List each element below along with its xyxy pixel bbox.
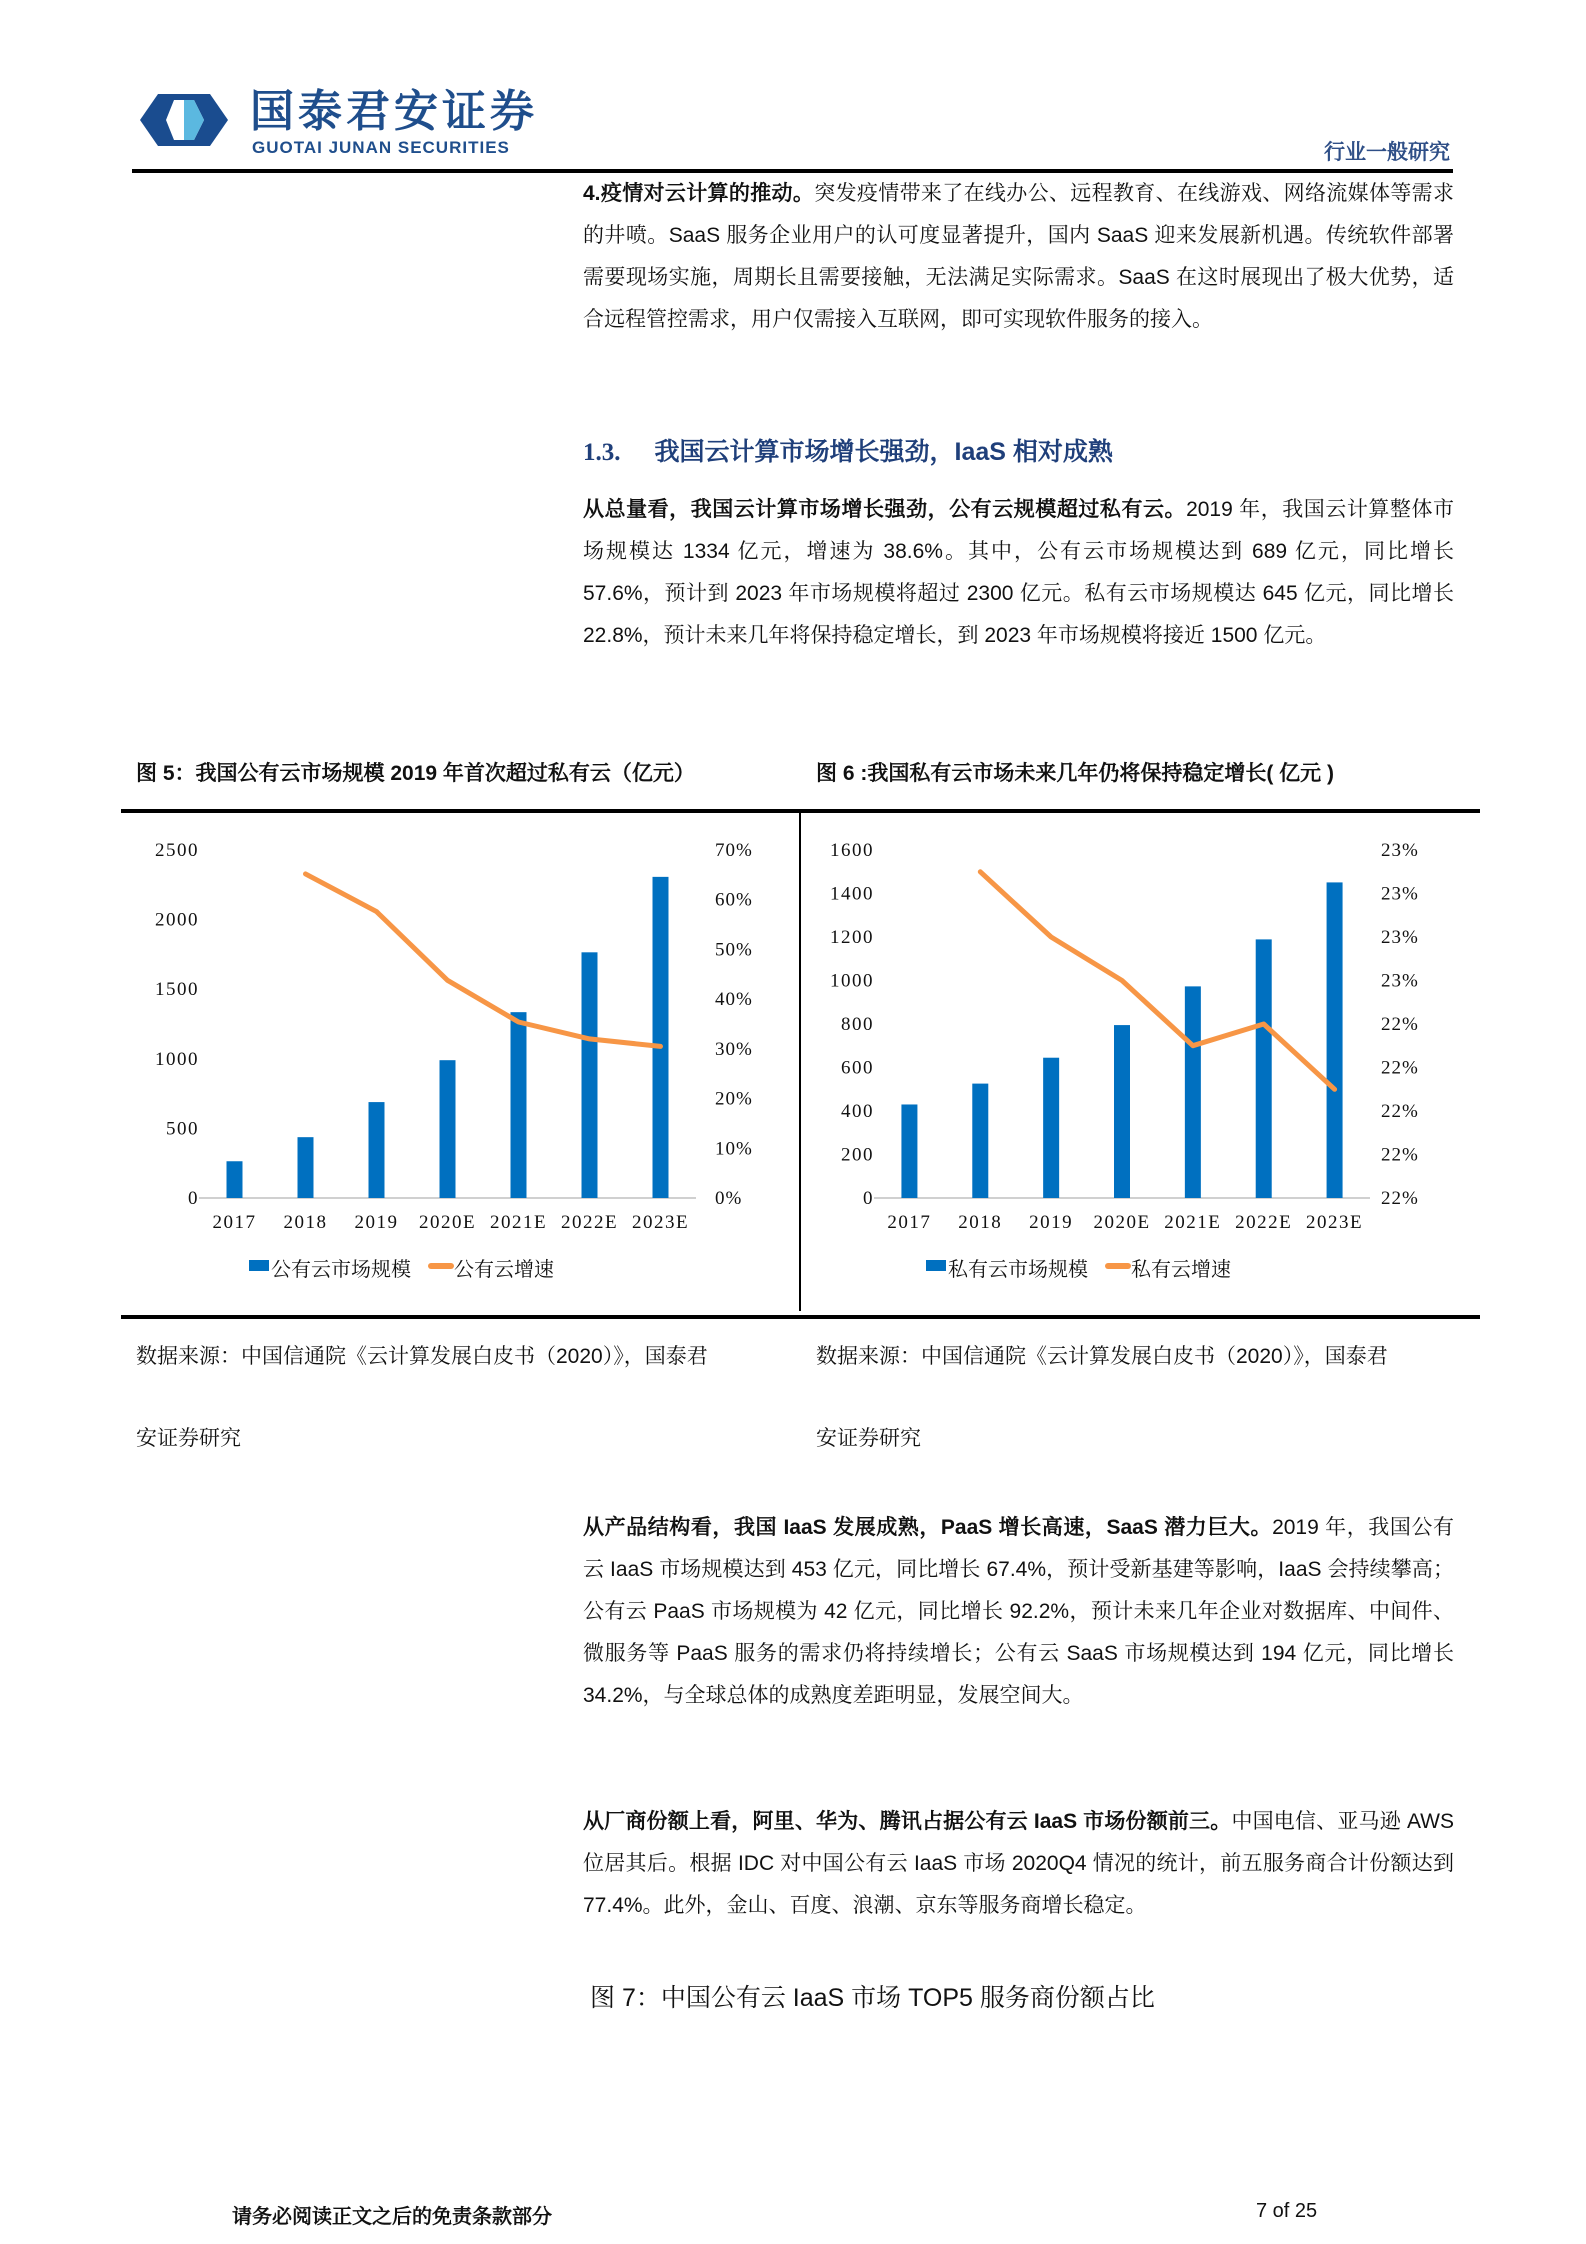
- brand-name-en: GUOTAI JUNAN SECURITIES: [252, 138, 510, 157]
- bar: [298, 1137, 314, 1198]
- y-axis-tick-label: 1000: [830, 970, 874, 992]
- secondary-axis-tick-label: 50%: [715, 939, 753, 961]
- figure-6-source: 数据来源：中国信通院《云计算发展白皮书（2020）》，国泰君: [816, 1345, 1388, 1368]
- x-axis-tick-label: 2021E: [1164, 1212, 1222, 1233]
- x-axis-tick-label: 2020E: [418, 1212, 477, 1233]
- x-axis-tick-label: 2020E: [1093, 1212, 1151, 1233]
- secondary-axis-tick-label: 70%: [715, 840, 753, 861]
- paragraph-total-market: [583, 489, 1454, 657]
- paragraph-product-structure: [583, 1507, 1454, 1717]
- paragraph-lead: 从总量看，我国云计算市场增长强劲，公有云规模超过私有云。: [583, 498, 1187, 521]
- x-axis-tick-label: 2018: [958, 1212, 1003, 1233]
- legend-bar-swatch: [926, 1260, 946, 1271]
- figure-6-title: 图 6 :我国私有云市场未来几年仍将保持稳定增长( 亿元 ): [816, 762, 1334, 785]
- x-axis-tick-label: 2017: [212, 1212, 257, 1233]
- paragraph-body: 2019 年，我国云计算整体市场规模达 1334 亿元，增速为 38.6%。其中，公有云市场规模达到 689 亿元，同比增长 57.6%，预计到 2023 年市场规模将超过 2300 亿元。私有云市场规模达 645 亿元，同比增长 22.8%，预计未来几年将保持稳定增长，到 2023 年市场规模将接近 1500 亿元。: [583, 498, 1454, 647]
- secondary-axis-tick-label: 22%: [1381, 1101, 1419, 1122]
- y-axis-tick-label: 200: [841, 1144, 874, 1166]
- secondary-axis-tick-label: 22%: [1381, 1014, 1419, 1035]
- bar: [1327, 882, 1343, 1198]
- y-axis-tick-label: 2000: [155, 909, 199, 931]
- y-axis-tick-label: 1200: [830, 927, 874, 948]
- paragraph-lead: 4.疫情对云计算的推动。: [583, 182, 815, 205]
- legend-label: 私有云增速: [1131, 1259, 1231, 1281]
- page-number: 7 of 25: [1256, 2200, 1318, 2222]
- y-axis-tick-label: 1000: [155, 1048, 199, 1070]
- legend-label: 私有云市场规模: [948, 1259, 1088, 1281]
- bar: [582, 952, 598, 1198]
- bar: [511, 1012, 527, 1198]
- paragraph-body: 中国电信、亚马逊 AWS 位居其后。根据 IDC 对中国公有云 IaaS 市场 2020Q4 情况的统计，前五服务商合计份额达到 77.4%。此外，金山、百度、浪潮、京东等服务商增长稳定。: [583, 1810, 1454, 1917]
- bar: [1114, 1025, 1130, 1198]
- secondary-axis-tick-label: 22%: [1381, 1057, 1419, 1079]
- bar: [1185, 986, 1201, 1198]
- bar: [653, 877, 669, 1198]
- y-axis-tick-label: 0: [188, 1188, 199, 1209]
- secondary-axis-tick-label: 0%: [715, 1188, 743, 1209]
- paragraph-lead: 从厂商份额上看，阿里、华为、腾讯占据公有云 IaaS 市场份额前三。: [583, 1810, 1232, 1833]
- y-axis-tick-label: 600: [841, 1057, 874, 1079]
- paragraph-lead: 从产品结构看，我国 IaaS 发展成熟，PaaS 增长高速，SaaS 潜力巨大。: [583, 1516, 1273, 1539]
- x-axis-tick-label: 2022E: [560, 1212, 619, 1233]
- legend-bar-swatch: [249, 1260, 269, 1271]
- secondary-axis-tick-label: 22%: [1381, 1144, 1419, 1166]
- figure-6-source-cont: 安证券研究: [816, 1427, 921, 1450]
- brand-name-cn: 国泰君安证券: [250, 87, 538, 136]
- y-axis-tick-label: 1500: [155, 979, 199, 1001]
- figure-5-source-cont: 安证券研究: [136, 1427, 241, 1450]
- y-axis-tick-label: 1400: [830, 883, 874, 905]
- secondary-axis-tick-label: 23%: [1381, 883, 1419, 905]
- secondary-axis-tick-label: 60%: [715, 889, 753, 911]
- secondary-axis-tick-label: 30%: [715, 1038, 753, 1060]
- y-axis-tick-label: 500: [166, 1118, 199, 1140]
- secondary-axis-tick-label: 10%: [715, 1138, 753, 1160]
- y-axis-tick-label: 800: [841, 1014, 874, 1035]
- y-axis-tick-label: 400: [841, 1101, 874, 1122]
- figure-5-title: 图 5：我国公有云市场规模 2019 年首次超过私有云（亿元）: [136, 762, 695, 785]
- x-axis-tick-label: 2018: [283, 1212, 328, 1233]
- paragraph-vendor-share: [583, 1801, 1454, 1927]
- chart-public-cloud: [121, 815, 799, 1314]
- secondary-axis-tick-label: 23%: [1381, 927, 1419, 948]
- x-axis-tick-label: 2021E: [489, 1212, 548, 1233]
- bar: [440, 1060, 456, 1198]
- paragraph-body: 2019 年，我国公有云 IaaS 市场规模达到 453 亿元，同比增长 67.4%，预计受新基建等影响，IaaS 会持续攀高；公有云 PaaS 市场规模为 42 亿元，同比增长 92.2%，预计未来几年企业对数据库、中间件、微服务等 PaaS 服务的需求仍将持续增长；公有云 SaaS 市场规模达到 194 亿元，同比增长 34.2%，与全球总体的成熟度差距明显，发展空间大。: [583, 1516, 1454, 1707]
- legend-label: 公有云市场规模: [271, 1259, 411, 1281]
- section-heading: [583, 432, 1113, 468]
- figure-7-title: 图 7：中国公有云 IaaS 市场 TOP5 服务商份额占比: [590, 1984, 1155, 2012]
- secondary-axis-tick-label: 40%: [715, 989, 753, 1011]
- bar: [227, 1161, 243, 1198]
- bar: [972, 1084, 988, 1198]
- bar: [369, 1102, 385, 1198]
- disclaimer-note: 请务必阅读正文之后的免责条款部分: [232, 2206, 552, 2228]
- secondary-axis-tick-label: 20%: [715, 1088, 753, 1110]
- report-type-label: 行业一般研究: [1324, 141, 1450, 164]
- section-title: 我国云计算市场增长强劲，IaaS 相对成熟: [654, 438, 1113, 466]
- growth-line: [980, 872, 1334, 1090]
- y-axis-tick-label: 0: [863, 1188, 874, 1209]
- y-axis-tick-label: 1600: [830, 840, 874, 861]
- chart-private-cloud: [801, 815, 1480, 1314]
- secondary-axis-tick-label: 23%: [1381, 840, 1419, 861]
- bar: [1256, 939, 1272, 1198]
- x-axis-tick-label: 2017: [887, 1212, 932, 1233]
- x-axis-tick-label: 2022E: [1235, 1212, 1293, 1233]
- paragraph-body: 突发疫情带来了在线办公、远程教育、在线游戏、网络流媒体等需求的井喷。SaaS 服务企业用户的认可度显著提升，国内 SaaS 迎来发展新机遇。传统软件部署需要现场实施，周期长且需要接触，无法满足实际需求。SaaS 在这时展现出了极大优势，适合远程管控需求，用户仅需接入互联网，即可实现软件服务的接入。: [583, 182, 1455, 331]
- x-axis-tick-label: 2023E: [631, 1212, 690, 1233]
- guotai-junan-logo-icon: [138, 92, 230, 148]
- x-axis-tick-label: 2023E: [1306, 1212, 1364, 1233]
- bar: [1043, 1058, 1059, 1198]
- bar: [901, 1104, 917, 1198]
- figure-5-source: 数据来源：中国信通院《云计算发展白皮书（2020）》，国泰君: [136, 1345, 708, 1368]
- paragraph-pandemic: [583, 173, 1454, 341]
- x-axis-tick-label: 2019: [1029, 1212, 1074, 1233]
- growth-line: [306, 874, 661, 1047]
- legend-label: 公有云增速: [454, 1259, 554, 1281]
- secondary-axis-tick-label: 22%: [1381, 1188, 1419, 1209]
- secondary-axis-tick-label: 23%: [1381, 970, 1419, 992]
- section-number: 1.3.: [583, 439, 621, 466]
- x-axis-tick-label: 2019: [354, 1212, 399, 1233]
- y-axis-tick-label: 2500: [155, 840, 199, 861]
